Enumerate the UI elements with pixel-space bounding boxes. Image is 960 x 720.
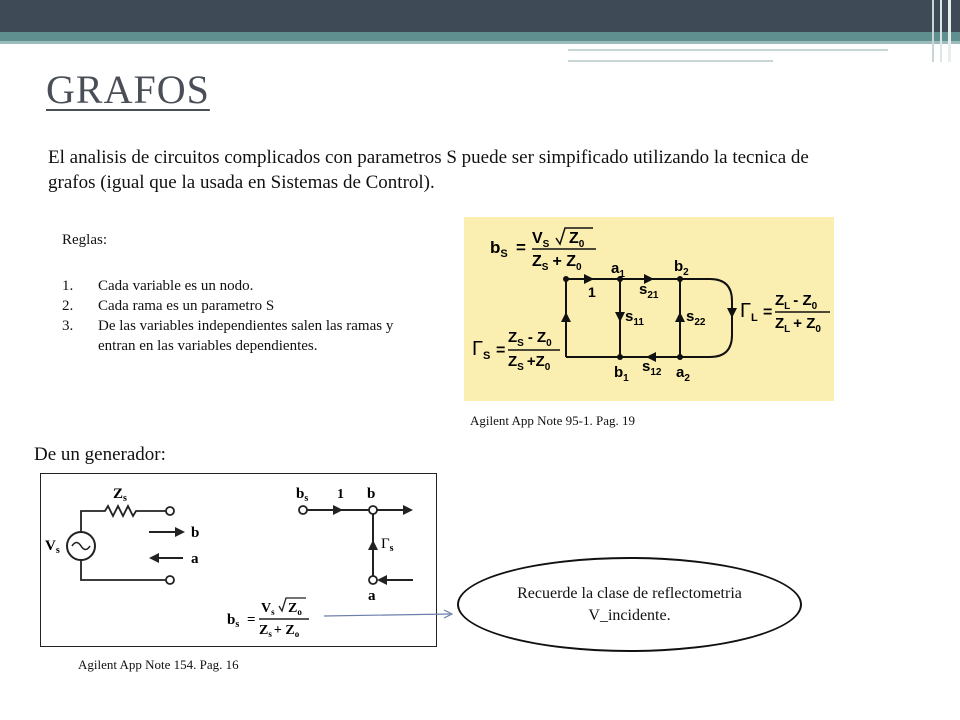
rule-number: 1. xyxy=(62,278,74,294)
gamma-s-numerator: $Z_S - Z_0$ xyxy=(508,329,552,349)
node-a1-label: $a_1$ xyxy=(611,260,625,280)
equals-sign: = xyxy=(496,342,506,359)
s12-label: $s_{12}$ xyxy=(642,358,662,378)
bs-node-label: $b_s$ xyxy=(296,486,309,504)
generator-label: De un generador: xyxy=(34,444,166,465)
reminder-callout xyxy=(457,557,802,652)
node-b1-label: $b_1$ xyxy=(614,364,629,384)
pointer-line xyxy=(324,614,450,616)
gamma-l-symbol: $\Gamma_L$ xyxy=(740,300,758,324)
s22-label: $s_{22}$ xyxy=(686,308,706,328)
vs-label: $V_s$ xyxy=(45,538,60,556)
bs-denominator: $Z_S + Z_0$ xyxy=(532,253,582,273)
gamma-l-denominator: $Z_L + Z_0$ xyxy=(775,315,821,335)
figure2-caption: Agilent App Note 154. Pag. 16 xyxy=(78,657,239,672)
branch-1-label: 1 xyxy=(588,284,596,300)
rule-number: 2. xyxy=(62,298,74,314)
reminder-line-2: V_incidente. xyxy=(588,606,671,624)
gamma-s-symbol: $\Gamma_S$ xyxy=(472,338,491,362)
equals-sign: = xyxy=(247,612,256,628)
slide-title: GRAFOS xyxy=(46,67,210,112)
reminder-line-1: Recuerde la clase de reflectometria xyxy=(517,584,742,602)
b-node-label: b xyxy=(367,486,376,502)
b-wave-label: b xyxy=(191,525,200,541)
eq-lhs: $b_s$ xyxy=(227,612,240,630)
equals-sign: = xyxy=(516,238,526,257)
gamma-l-numerator: $Z_L - Z_0$ xyxy=(775,292,818,312)
gamma-label: $\Gamma_s$ xyxy=(381,536,394,554)
rule-text: De las variables independientes salen las ramas y entran en las variables dependientes. xyxy=(98,318,394,354)
s21-label: $s_{21}$ xyxy=(639,281,659,301)
eq-denominator: $Z_s + Z_o$ xyxy=(259,623,300,639)
zs-label: $Z_s$ xyxy=(113,486,127,504)
eq-numerator: $V_s$ xyxy=(261,601,275,617)
bs-numerator: $V_S$ xyxy=(532,230,550,250)
node-a2-label: $a_2$ xyxy=(676,364,690,384)
reminder-text xyxy=(517,583,742,627)
s11-label: $s_{11}$ xyxy=(625,308,644,328)
sqrt-argument: $Z_0$ xyxy=(569,230,585,250)
node-b2-label: $b_2$ xyxy=(674,258,689,278)
figure1-caption: Agilent App Note 95-1. Pag. 19 xyxy=(470,413,636,428)
gamma-s-denominator: $Z_S +Z_0$ xyxy=(508,353,551,373)
a-wave-label: a xyxy=(191,551,199,567)
a-node-label: a xyxy=(368,588,376,604)
rule-text: Cada rama es un parametro S xyxy=(98,298,275,314)
rule-number: 3. xyxy=(62,318,74,334)
branch-1-label: 1 xyxy=(337,487,344,502)
rule-text: Cada variable es un nodo. xyxy=(98,278,254,294)
intro-paragraph: El analisis de circuitos complicados con parametros S puede ser simpificado utilizando la tecnica de grafos (igual que la usada en Sistemas de Control). xyxy=(48,147,809,193)
equals-sign: = xyxy=(763,304,773,321)
rules-label: Reglas: xyxy=(62,232,107,248)
bs-lhs: $b_S$ xyxy=(490,238,508,260)
eq-sqrt-argument: $Z_o$ xyxy=(288,601,302,617)
